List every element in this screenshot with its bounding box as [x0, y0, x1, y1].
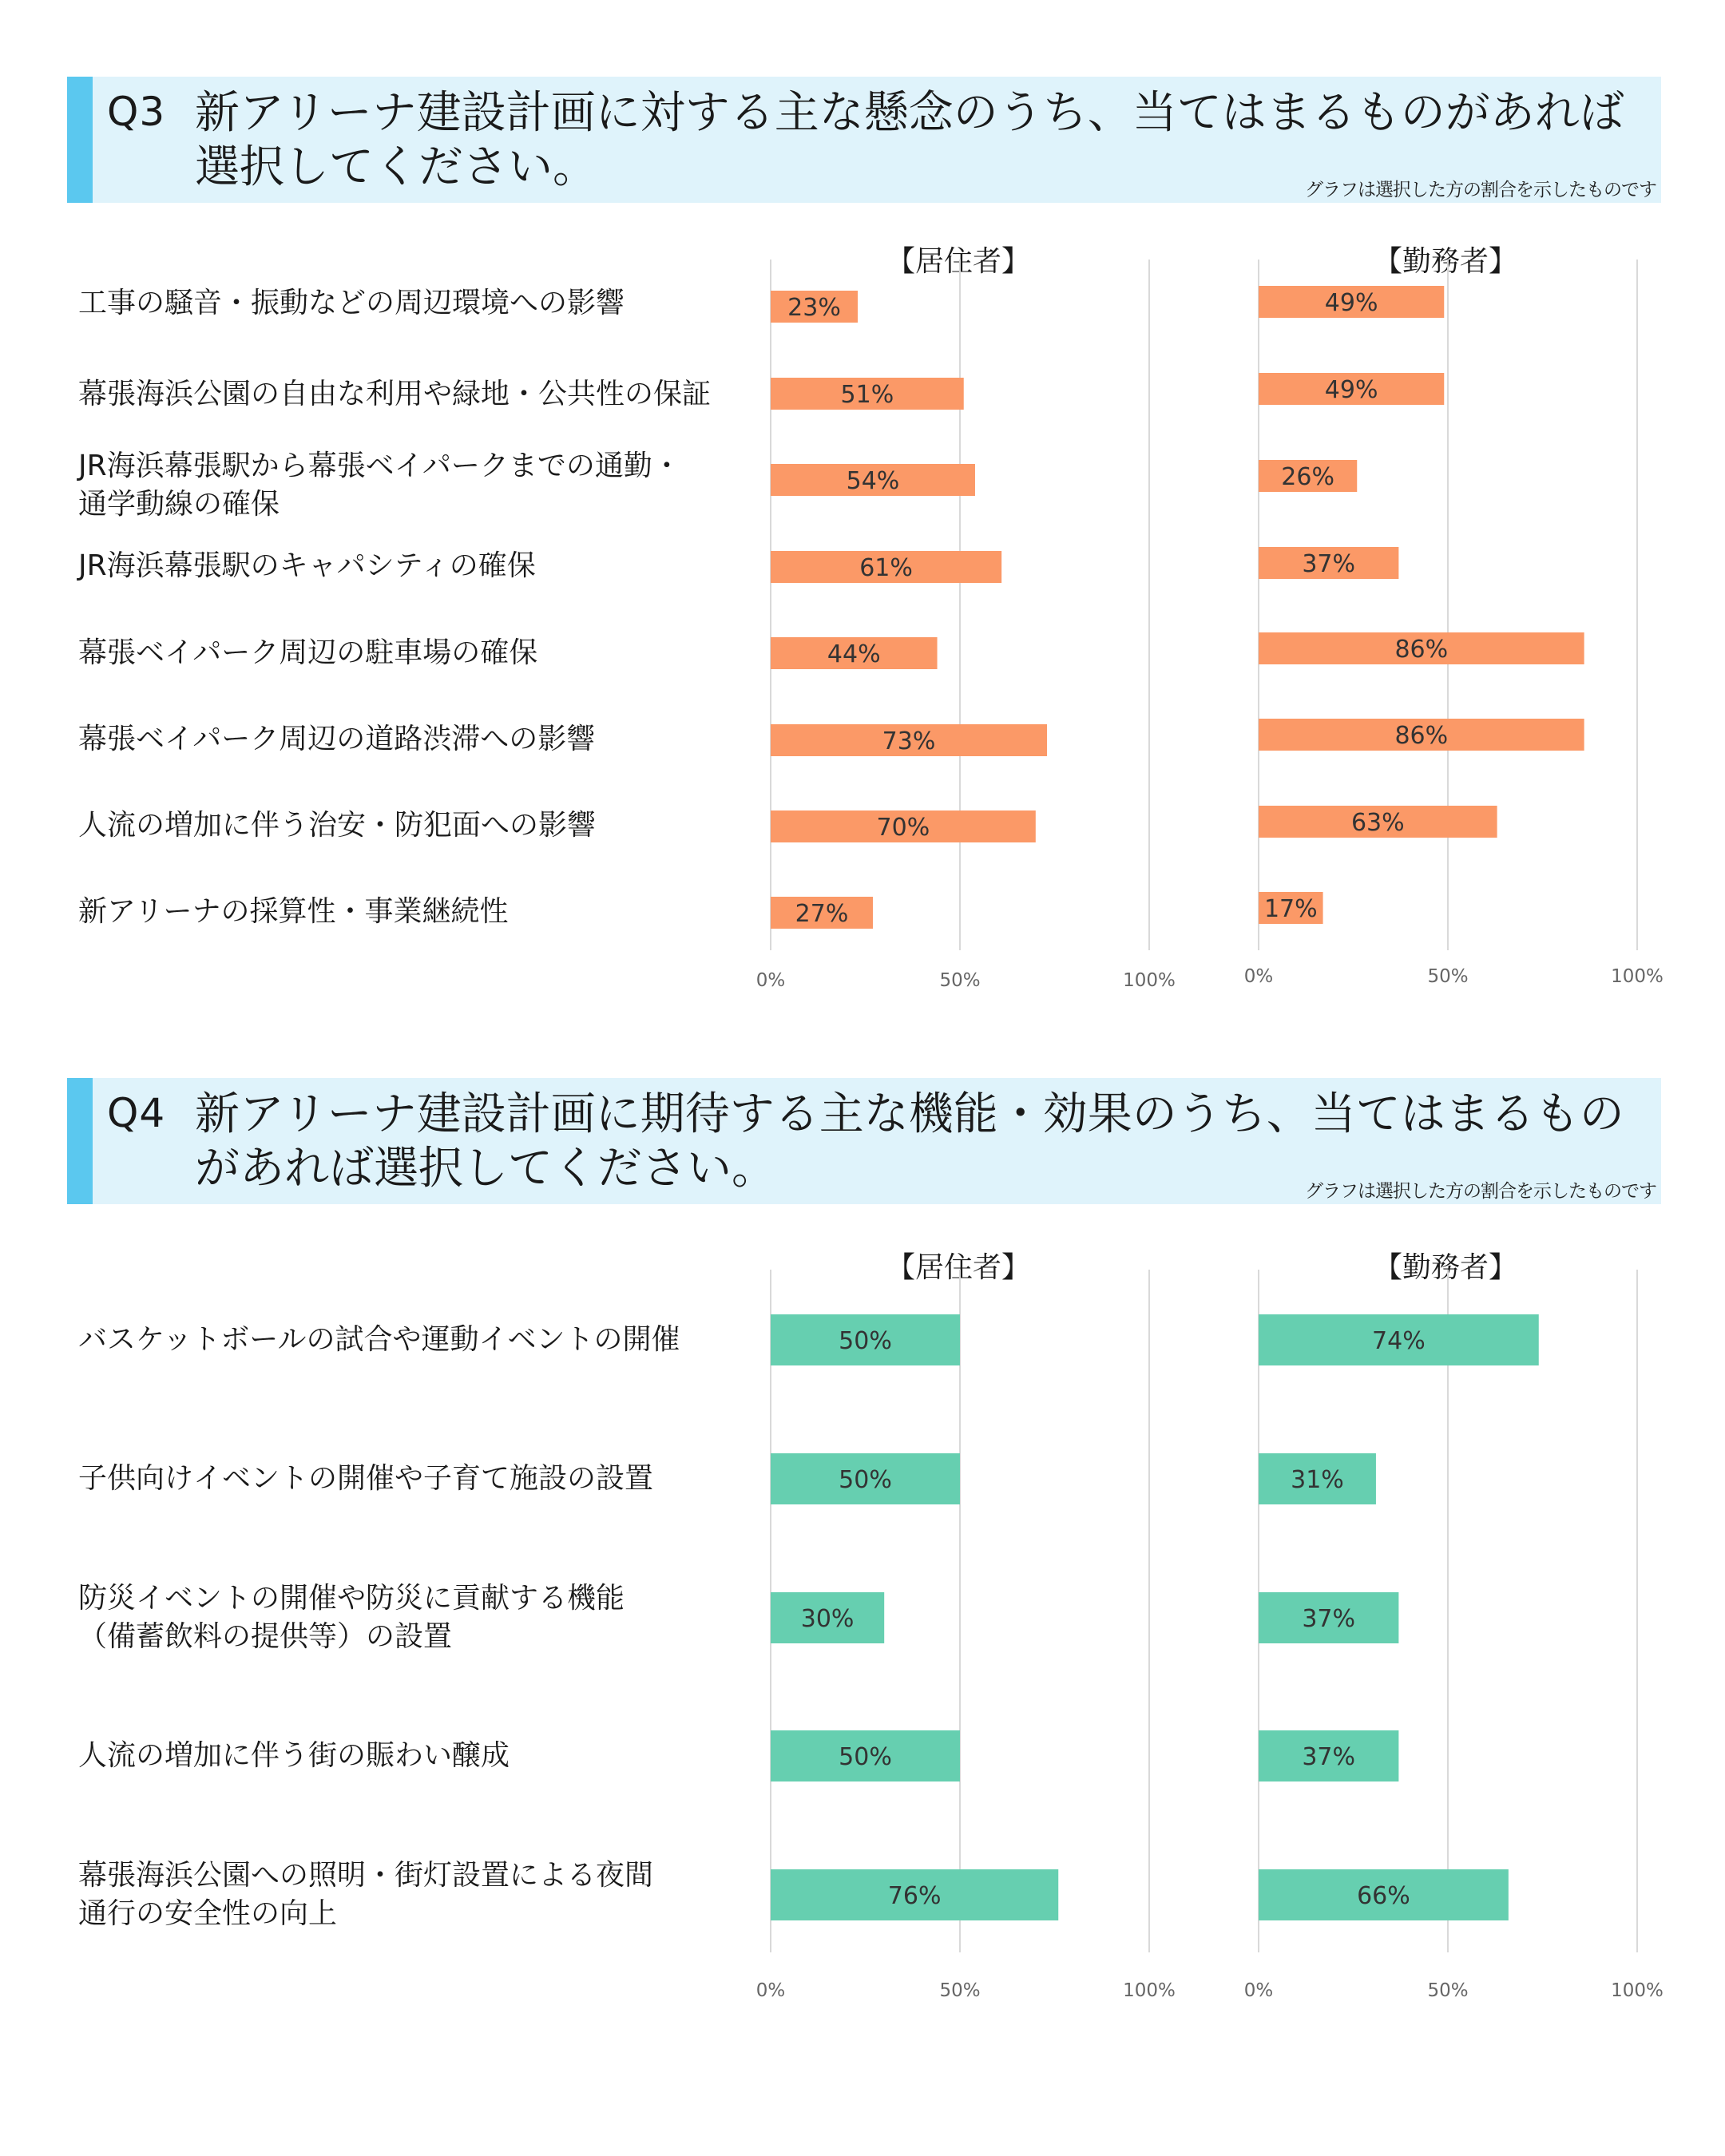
- q3-data-label: 26%: [1281, 463, 1334, 491]
- q3-data-label: 51%: [840, 381, 894, 409]
- q3-data-label: 17%: [1263, 895, 1318, 923]
- q3-question-line-2: 選択してください。: [195, 141, 597, 193]
- q3-question-line-1: 新アリーナ建設計画に対する主な懸念のうち、当てはまるものがあれば: [195, 87, 1624, 139]
- q3-category-label: 幕張ベイパーク周辺の駐車場の確保: [78, 636, 538, 669]
- q3-data-label: 73%: [882, 727, 936, 755]
- q3-data-label: 86%: [1394, 636, 1449, 664]
- q3-axis-tick-label: 100%: [1611, 966, 1664, 987]
- q4-question-line-1: 新アリーナ建設計画に期待する主な機能・効果のうち、当てはまるもの: [195, 1088, 1624, 1140]
- q4-axis-tick-label: 50%: [939, 1980, 981, 2001]
- q3-data-label: 63%: [1350, 809, 1405, 837]
- q4-note: グラフは選択した方の割合を示したものです: [1305, 1181, 1656, 1202]
- q4-category-label: 幕張海浜公園への照明・街灯設置による夜間 通行の安全性の向上: [78, 1859, 654, 1930]
- q3-category-label: JR海浜幕張駅から幕張ベイパークまでの通勤・ 通学動線の確保: [78, 450, 681, 521]
- q4-data-label: 74%: [1372, 1327, 1426, 1355]
- q4-question-line-2: があれば選択してください。: [195, 1143, 776, 1195]
- q3-workers-heading: 【勤務者】: [1373, 245, 1518, 278]
- q4-number: Q4: [107, 1090, 166, 1136]
- q3-number: Q3: [107, 89, 166, 135]
- q3-category-label: 工事の騒音・振動などの周辺環境への影響: [78, 287, 625, 319]
- q4-residents-heading: 【居住者】: [886, 1251, 1031, 1284]
- q4-data-label: 31%: [1291, 1466, 1344, 1494]
- q4-category-label: 防災イベントの開催や防災に貢献する機能 （備蓄飲料の提供等）の設置: [78, 1582, 625, 1653]
- q4-axis-tick-label: 0%: [755, 1980, 786, 2001]
- q4-axis-tick-label: 100%: [1123, 1980, 1176, 2001]
- q4-data-label: 66%: [1357, 1882, 1410, 1910]
- q3-axis-tick-label: 0%: [755, 970, 786, 991]
- q4-data-label: 50%: [839, 1743, 892, 1771]
- q3-data-label: 70%: [876, 814, 930, 842]
- q3-category-label: 人流の増加に伴う治安・防犯面への影響: [78, 809, 597, 842]
- q4-category-label: バスケットボールの試合や運動イベントの開催: [78, 1323, 680, 1356]
- q3-data-label: 86%: [1394, 722, 1449, 750]
- q4-data-label: 50%: [839, 1327, 892, 1355]
- q3-axis-tick-label: 0%: [1243, 966, 1274, 987]
- q4-category-label: 人流の増加に伴う街の賑わい醸成: [78, 1739, 510, 1772]
- q3-residents-heading: 【居住者】: [886, 245, 1031, 278]
- q3-axis-tick-label: 50%: [1427, 966, 1469, 987]
- q4-data-label: 37%: [1302, 1743, 1356, 1771]
- q4-data-label: 37%: [1302, 1605, 1356, 1633]
- q3-data-label: 37%: [1302, 550, 1356, 578]
- q3-axis-tick-label: 50%: [939, 970, 981, 991]
- q3-data-label: 23%: [787, 294, 841, 322]
- q4-data-label: 76%: [887, 1882, 942, 1910]
- q3-data-label: 61%: [859, 554, 913, 582]
- q3-data-label: 54%: [846, 467, 900, 495]
- q3-data-label: 27%: [795, 900, 849, 928]
- q4-axis-tick-label: 0%: [1243, 1980, 1274, 2001]
- q4-data-label: 30%: [800, 1605, 855, 1633]
- q4-axis-tick-label: 50%: [1427, 1980, 1469, 2001]
- q4-workers-heading: 【勤務者】: [1373, 1251, 1518, 1284]
- q3-data-label: 49%: [1324, 289, 1378, 317]
- q4-axis-tick-label: 100%: [1611, 1980, 1664, 2001]
- q3-category-label: 幕張ベイパーク周辺の道路渋滞への影響: [78, 723, 596, 755]
- q3-axis-tick-label: 100%: [1123, 970, 1176, 991]
- q3-note: グラフは選択した方の割合を示したものです: [1305, 180, 1656, 200]
- q3-category-label: JR海浜幕張駅のキャパシティの確保: [78, 549, 536, 582]
- q3-category-label: 新アリーナの採算性・事業継続性: [78, 895, 509, 928]
- q4-data-label: 50%: [839, 1466, 892, 1494]
- q3-data-label: 44%: [827, 640, 881, 668]
- q3-data-label: 49%: [1324, 376, 1378, 404]
- q3-category-label: 幕張海浜公園の自由な利用や緑地・公共性の保証: [78, 378, 712, 410]
- q4-category-label: 子供向けイベントの開催や子育て施設の設置: [78, 1462, 654, 1495]
